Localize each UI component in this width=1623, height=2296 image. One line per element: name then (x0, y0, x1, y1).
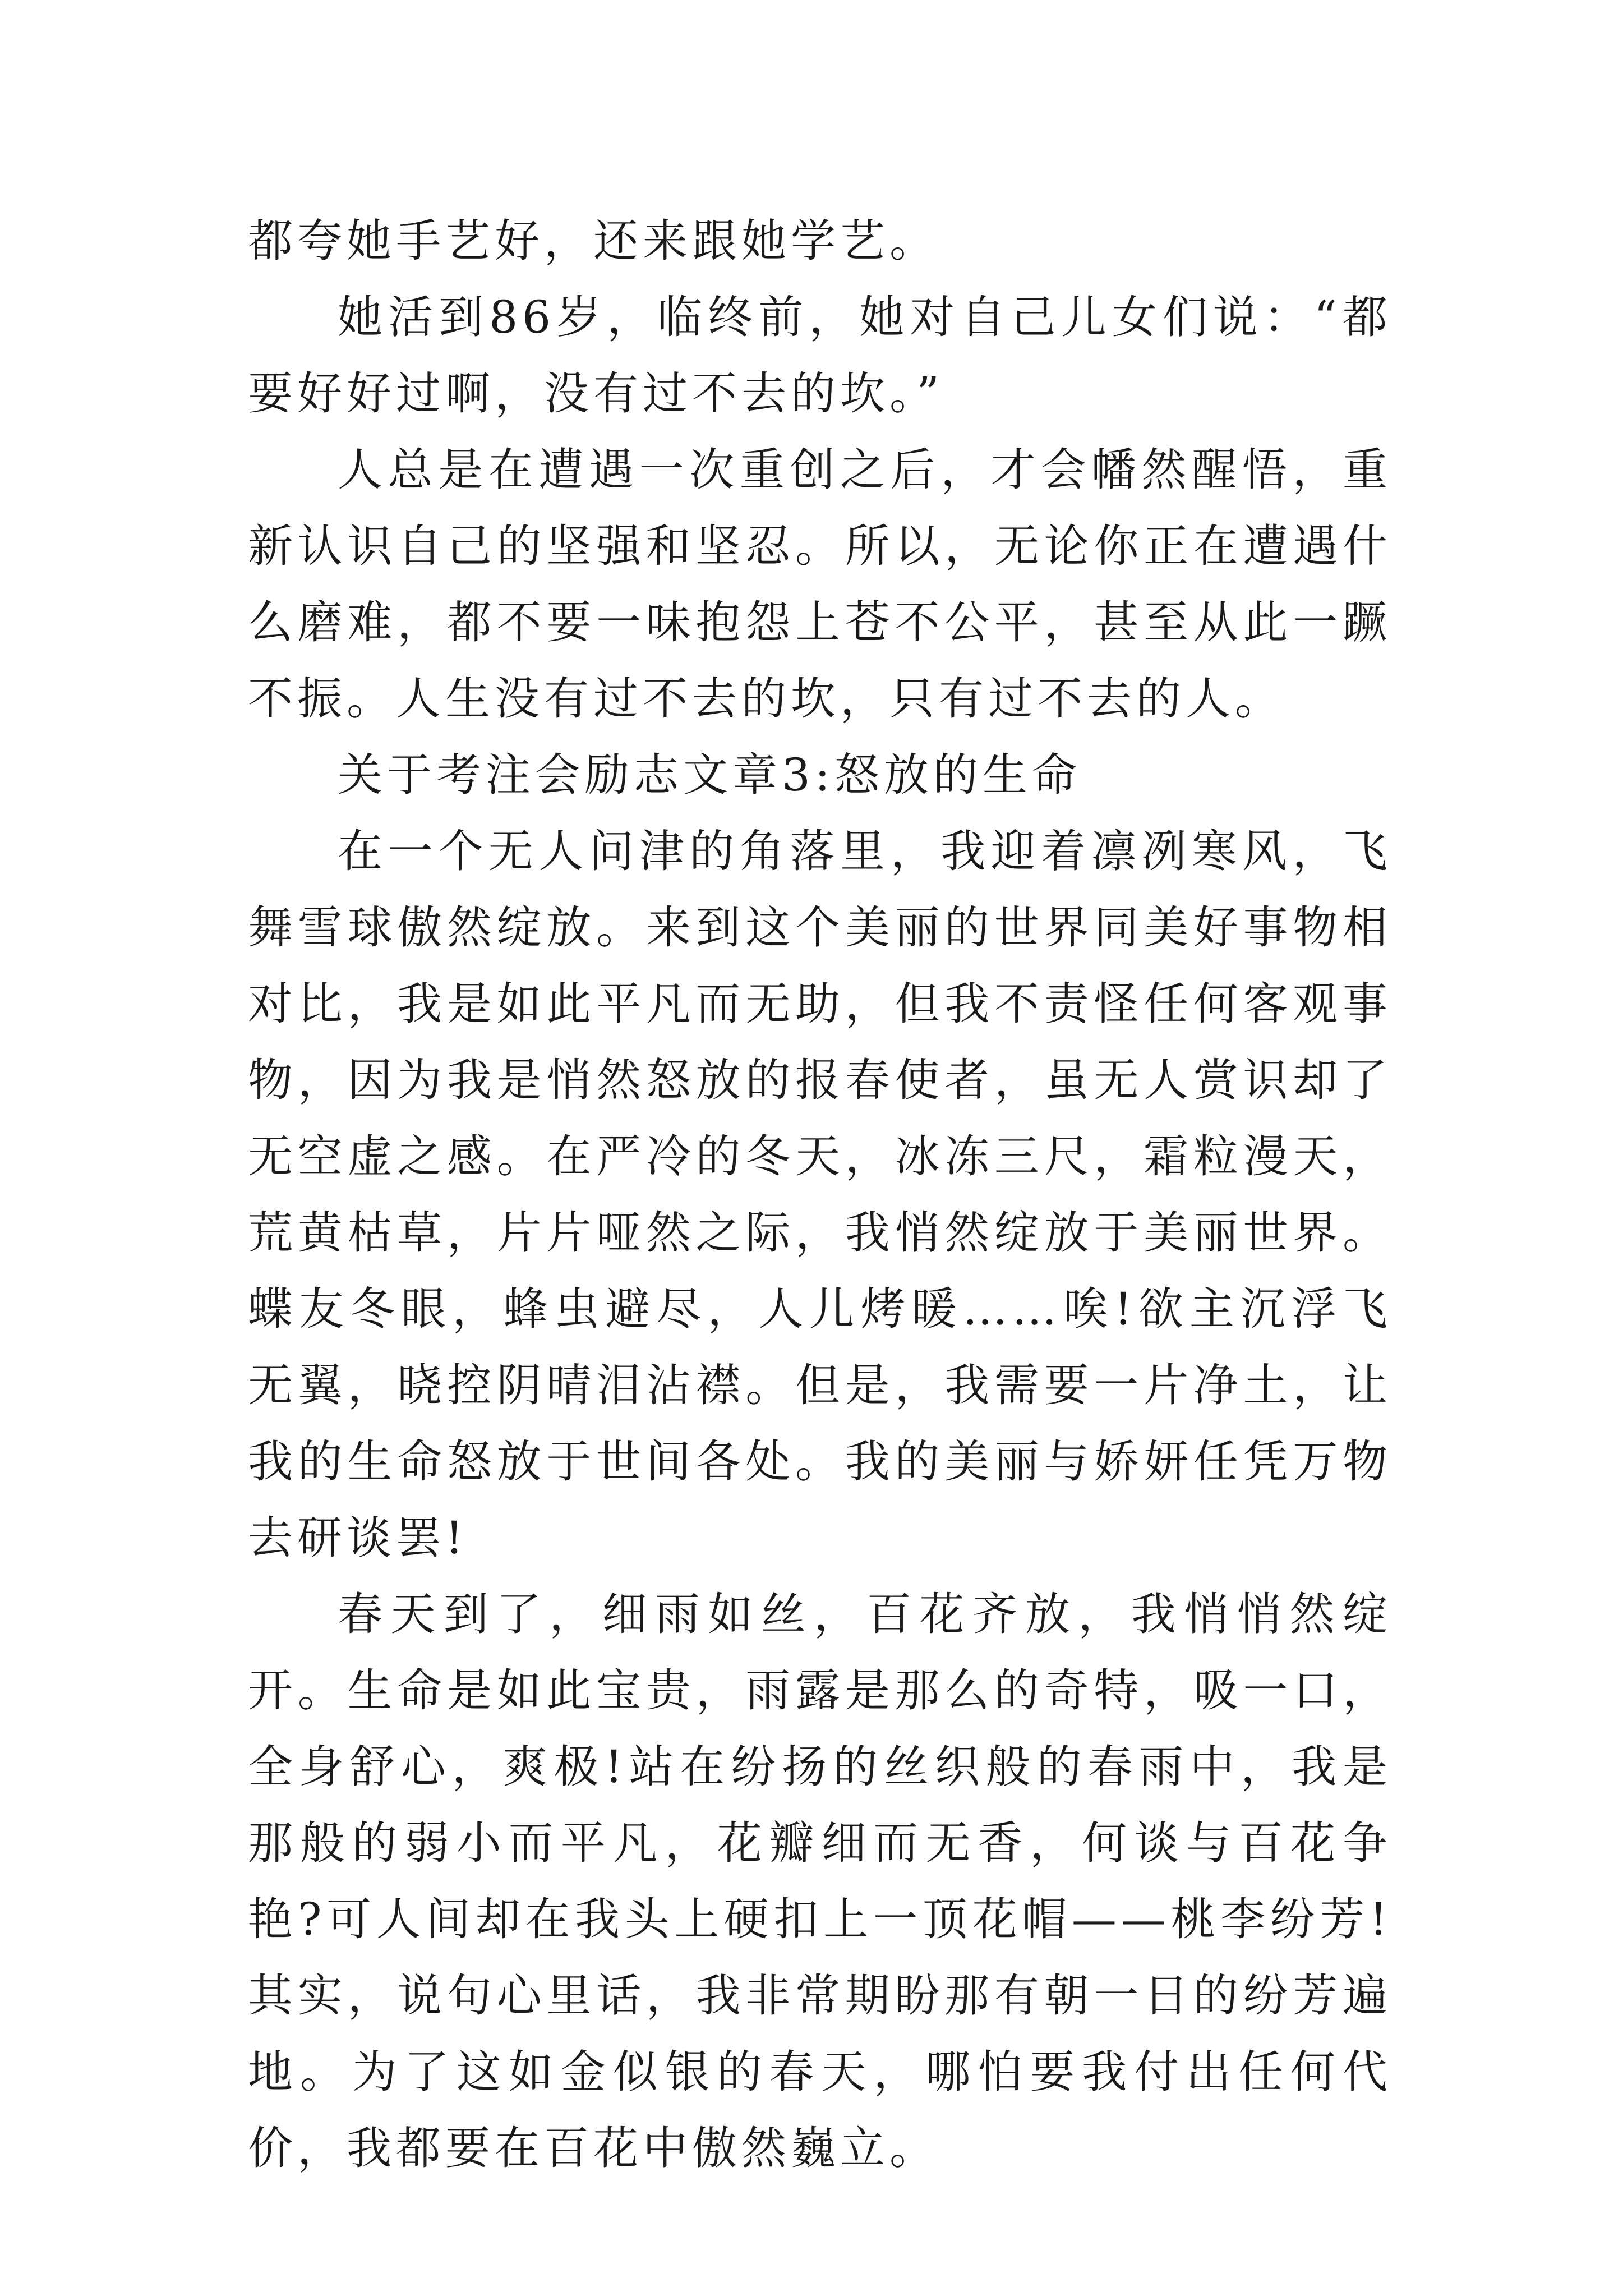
section-heading: 关于考注会励志文章3:怒放的生命 (338, 749, 1081, 801)
body-text (248, 203, 1392, 2187)
paragraph-2: 她活到86岁，临终前，她对自己儿女们说：“都要好好过啊，没有过不去的坎。” (248, 291, 1392, 420)
paragraph-6: 春天到了，细雨如丝，百花齐放，我悄悄然绽开。生命是如此宝贵，雨露是那么的奇特，吸一口，全身舒心，爽极!站在纷扬的丝织般的春雨中，我是那般的弱小而平凡，花瓣细而无香，何谈与百花争艳?可人间却在我头上硬扣上一顶花帽——桃李纷芳!其实，说句心里话，我非常期盼那有朝一日的纷芳遍地。为了这如金似银的春天，哪怕要我付出任何代价，我都要在百花中傲然巍立。 (248, 1588, 1392, 2174)
paragraph-1: 都夸她手艺好，还来跟她学艺。 (248, 215, 939, 267)
paragraph-5: 在一个无人问津的角落里，我迎着凛冽寒风，飞舞雪球傲然绽放。来到这个美丽的世界同美好事物相对比，我是如此平凡而无助，但我不责怪任何客观事物，因为我是悄然怒放的报春使者，虽无人赏识却了无空虚之感。在严冷的冬天，冰冻三尺，霜粒漫天，荒黄枯草，片片哑然之际，我悄然绽放于美丽世界。蝶友冬眼，蜂虫避尽，人儿烤暖……唉!欲主沉浮飞无翼，晓控阴晴泪沾襟。但是，我需要一片净土，让我的生命怒放于世间各处。我的美丽与娇妍任凭万物去研谈罢! (248, 825, 1392, 1564)
paragraph-3: 人总是在遭遇一次重创之后，才会幡然醒悟，重新认识自己的坚强和坚忍。所以，无论你正在遭遇什么磨难，都不要一味抱怨上苍不公平，甚至从此一蹶不振。人生没有过不去的坎，只有过不去的人。 (248, 444, 1392, 725)
